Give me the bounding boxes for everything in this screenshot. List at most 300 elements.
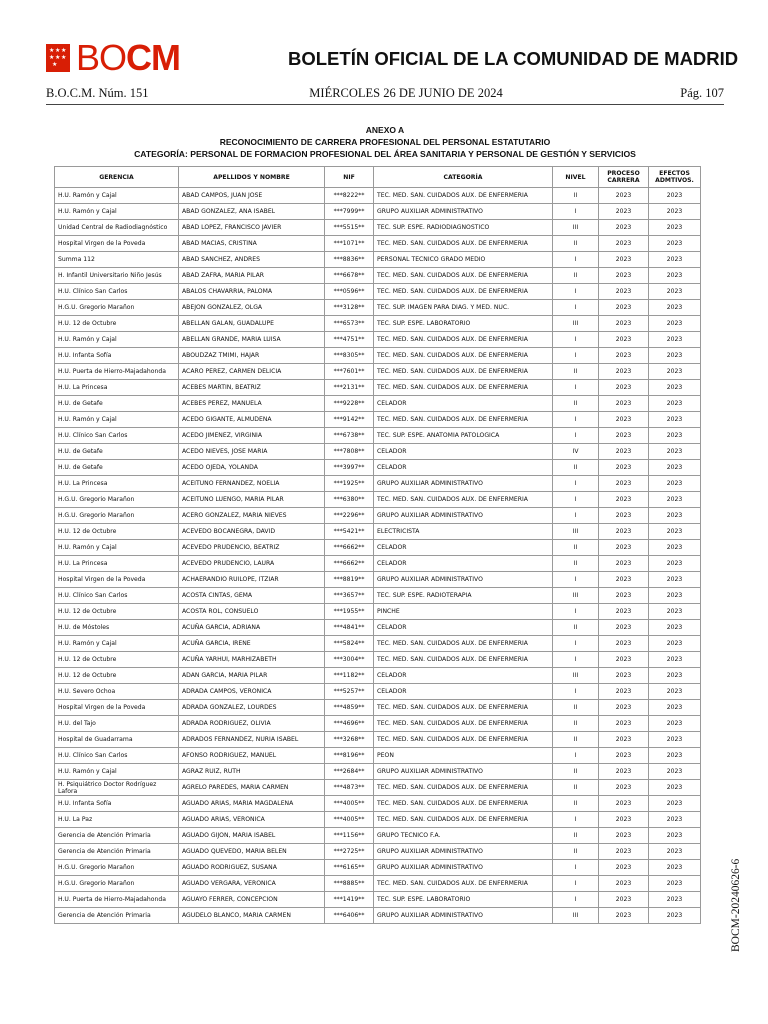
nif-cell: ***7999** (325, 204, 374, 220)
gerencia-cell: Gerencia de Atención Primaria (55, 908, 179, 924)
nivel-cell: II (553, 460, 599, 476)
document-code: BOCM-20240626-6 (730, 858, 742, 952)
efectos-cell: 2023 (649, 732, 701, 748)
categoria-cell: CELADOR (374, 684, 553, 700)
logo-wordmark: BOCM (76, 37, 181, 78)
efectos-cell: 2023 (649, 556, 701, 572)
nif-cell: ***0596** (325, 284, 374, 300)
efectos-cell: 2023 (649, 796, 701, 812)
categoria-cell: TEC. MED. SAN. CUIDADOS AUX. DE ENFERMERIA (374, 732, 553, 748)
categoria-cell: CELADOR (374, 396, 553, 412)
name-cell: AGUDELO BLANCO, MARIA CARMEN (179, 908, 325, 924)
gerencia-cell: H.U. Clínico San Carlos (55, 284, 179, 300)
nivel-cell: III (553, 668, 599, 684)
gerencia-cell: Gerencia de Atención Primaria (55, 844, 179, 860)
nif-cell: ***9142** (325, 412, 374, 428)
nivel-cell: I (553, 572, 599, 588)
efectos-cell: 2023 (649, 332, 701, 348)
nif-cell: ***7808** (325, 444, 374, 460)
gerencia-cell: H.U. La Princesa (55, 556, 179, 572)
proceso-cell: 2023 (599, 492, 649, 508)
proceso-cell: 2023 (599, 348, 649, 364)
categoria-cell: TEC. MED. SAN. CUIDADOS AUX. DE ENFERMERIA (374, 412, 553, 428)
table-body (55, 188, 701, 924)
proceso-cell: 2023 (599, 700, 649, 716)
proceso-cell: 2023 (599, 220, 649, 236)
categoria-cell: TEC. MED. SAN. CUIDADOS AUX. DE ENFERMERIA (374, 716, 553, 732)
efectos-cell: 2023 (649, 444, 701, 460)
efectos-cell: 2023 (649, 908, 701, 924)
name-cell: ABOUDZAZ TMIMI, HAJAR (179, 348, 325, 364)
nif-cell: ***1955** (325, 604, 374, 620)
proceso-cell: 2023 (599, 268, 649, 284)
gerencia-cell: H.U. Clínico San Carlos (55, 588, 179, 604)
nif-cell: ***6165** (325, 860, 374, 876)
nif-cell: ***3128** (325, 300, 374, 316)
name-cell: ACOSTA CINTAS, GEMA (179, 588, 325, 604)
nivel-cell: I (553, 636, 599, 652)
gerencia-cell: H.U. de Getafe (55, 444, 179, 460)
proceso-cell: 2023 (599, 812, 649, 828)
gerencia-cell: H.U. Clínico San Carlos (55, 748, 179, 764)
categoria-cell: CELADOR (374, 444, 553, 460)
name-cell: ACEDO JIMENEZ, VIRGINIA (179, 428, 325, 444)
nivel-cell: II (553, 540, 599, 556)
efectos-cell: 2023 (649, 540, 701, 556)
efectos-cell: 2023 (649, 572, 701, 588)
page-number: Pág. 107 (680, 86, 724, 100)
gerencia-cell: H.U. La Princesa (55, 476, 179, 492)
annex-category: CATEGORÍA: PERSONAL DE FORMACION PROFESIONAL DEL ÁREA SANITARIA Y PERSONAL DE GESTIÓN Y SERVICIOS (134, 149, 636, 159)
nivel-cell: I (553, 652, 599, 668)
bocm-logo (46, 37, 196, 78)
table-row (55, 604, 701, 620)
table-row (55, 716, 701, 732)
categoria-cell: TEC. MED. SAN. CUIDADOS AUX. DE ENFERMERIA (374, 236, 553, 252)
categoria-cell: TEC. MED. SAN. CUIDADOS AUX. DE ENFERMERIA (374, 348, 553, 364)
nif-cell: ***8305** (325, 348, 374, 364)
name-cell: ABAD SANCHEZ, ANDRES (179, 252, 325, 268)
nivel-cell: II (553, 268, 599, 284)
efectos-cell: 2023 (649, 748, 701, 764)
column-header-efectos: EFECTOS ADMTIVOS. (649, 167, 701, 188)
gerencia-cell: Gerencia de Atención Primaria (55, 828, 179, 844)
categoria-cell: TEC. SUP. ESPE. LABORATORIO (374, 316, 553, 332)
nivel-cell: II (553, 732, 599, 748)
nif-cell: ***6380** (325, 492, 374, 508)
efectos-cell: 2023 (649, 284, 701, 300)
name-cell: AGRELO PAREDES, MARIA CARMEN (179, 780, 325, 796)
categoria-cell: GRUPO AUXILIAR ADMINISTRATIVO (374, 572, 553, 588)
table-row (55, 844, 701, 860)
column-header-name: APELLIDOS Y NOMBRE (179, 167, 325, 188)
categoria-cell: GRUPO AUXILIAR ADMINISTRATIVO (374, 860, 553, 876)
nivel-cell: II (553, 188, 599, 204)
categoria-cell: TEC. SUP. IMAGEN PARA DIAG. Y MED. NUC. (374, 300, 553, 316)
gerencia-cell: H.U. Infanta Sofía (55, 796, 179, 812)
name-cell: ACUÑA YARHUI, MARHIZABETH (179, 652, 325, 668)
efectos-cell: 2023 (649, 668, 701, 684)
name-cell: AGUADO GIJON, MARIA ISABEL (179, 828, 325, 844)
nivel-cell: IV (553, 444, 599, 460)
nif-cell: ***2296** (325, 508, 374, 524)
table-row (55, 732, 701, 748)
categoria-cell: GRUPO AUXILIAR ADMINISTRATIVO (374, 844, 553, 860)
name-cell: ACHAERANDIO RUILOPE, ITZIAR (179, 572, 325, 588)
nif-cell: ***3657** (325, 588, 374, 604)
nivel-cell: I (553, 492, 599, 508)
table-row (55, 860, 701, 876)
proceso-cell: 2023 (599, 604, 649, 620)
name-cell: ADRADA GONZALEZ, LOURDES (179, 700, 325, 716)
gerencia-cell: H.G.U. Gregorio Marañon (55, 492, 179, 508)
name-cell: ABAD CAMPOS, JUAN JOSE (179, 188, 325, 204)
nif-cell: ***4859** (325, 700, 374, 716)
nif-cell: ***3997** (325, 460, 374, 476)
efectos-cell: 2023 (649, 316, 701, 332)
nif-cell: ***6678** (325, 268, 374, 284)
table-row (55, 892, 701, 908)
proceso-cell: 2023 (599, 684, 649, 700)
nif-cell: ***1419** (325, 892, 374, 908)
madrid-flag-icon: ★ ★ ★ ★ ★ ★ ★ (46, 44, 70, 72)
gerencia-cell: H.U. La Princesa (55, 380, 179, 396)
gerencia-cell: Summa 112 (55, 252, 179, 268)
nivel-cell: I (553, 300, 599, 316)
gerencia-cell: H.U. 12 de Octubre (55, 524, 179, 540)
categoria-cell: ELECTRICISTA (374, 524, 553, 540)
publication-title: BOLETÍN OFICIAL DE LA COMUNIDAD DE MADRID (288, 48, 739, 69)
categoria-cell: CELADOR (374, 556, 553, 572)
nif-cell: ***6573** (325, 316, 374, 332)
nivel-cell: I (553, 860, 599, 876)
proceso-cell: 2023 (599, 620, 649, 636)
efectos-cell: 2023 (649, 716, 701, 732)
proceso-cell: 2023 (599, 876, 649, 892)
efectos-cell: 2023 (649, 268, 701, 284)
proceso-cell: 2023 (599, 764, 649, 780)
nivel-cell: II (553, 364, 599, 380)
table-row (55, 908, 701, 924)
table-row (55, 236, 701, 252)
categoria-cell: PERSONAL TECNICO GRADO MEDIO (374, 252, 553, 268)
table-row (55, 412, 701, 428)
categoria-cell: GRUPO AUXILIAR ADMINISTRATIVO (374, 508, 553, 524)
categoria-cell: GRUPO AUXILIAR ADMINISTRATIVO (374, 908, 553, 924)
efectos-cell: 2023 (649, 492, 701, 508)
gerencia-cell: H.U. Ramón y Cajal (55, 204, 179, 220)
gerencia-cell: H.G.U. Gregorio Marañon (55, 508, 179, 524)
table-row (55, 316, 701, 332)
annex-subtitle: RECONOCIMIENTO DE CARRERA PROFESIONAL DEL PERSONAL ESTATUTARIO (219, 137, 551, 147)
column-header-nif: NIF (325, 167, 374, 188)
categoria-cell: GRUPO AUXILIAR ADMINISTRATIVO (374, 764, 553, 780)
name-cell: ACEDO GIGANTE, ALMUDENA (179, 412, 325, 428)
efectos-cell: 2023 (649, 412, 701, 428)
name-cell: ADAN GARCIA, MARIA PILAR (179, 668, 325, 684)
efectos-cell: 2023 (649, 476, 701, 492)
name-cell: ABEJON GONZALEZ, OLGA (179, 300, 325, 316)
name-cell: AGUAYO FERRER, CONCEPCION (179, 892, 325, 908)
categoria-cell: TEC. SUP. ESPE. LABORATORIO (374, 892, 553, 908)
proceso-cell: 2023 (599, 892, 649, 908)
efectos-cell: 2023 (649, 588, 701, 604)
gerencia-cell: H.U. Ramón y Cajal (55, 540, 179, 556)
nivel-cell: I (553, 332, 599, 348)
efectos-cell: 2023 (649, 220, 701, 236)
table-row (55, 252, 701, 268)
nivel-cell: I (553, 892, 599, 908)
gerencia-cell: H.U. de Getafe (55, 460, 179, 476)
nif-cell: ***4751** (325, 332, 374, 348)
name-cell: ABAD LOPEZ, FRANCISCO JAVIER (179, 220, 325, 236)
annex-title: ANEXO A (365, 125, 405, 135)
proceso-cell: 2023 (599, 524, 649, 540)
nivel-cell: I (553, 348, 599, 364)
nif-cell: ***2131** (325, 380, 374, 396)
efectos-cell: 2023 (649, 252, 701, 268)
gerencia-cell: H.U. La Paz (55, 812, 179, 828)
efectos-cell: 2023 (649, 300, 701, 316)
nif-cell: ***5824** (325, 636, 374, 652)
nif-cell: ***8836** (325, 252, 374, 268)
name-cell: ABAD GONZALEZ, ANA ISABEL (179, 204, 325, 220)
nivel-cell: II (553, 764, 599, 780)
gerencia-cell: H.U. Ramón y Cajal (55, 636, 179, 652)
nivel-cell: II (553, 620, 599, 636)
table-row (55, 332, 701, 348)
nif-cell: ***6406** (325, 908, 374, 924)
table-row (55, 764, 701, 780)
name-cell: ACEVEDO PRUDENCIO, BEATRIZ (179, 540, 325, 556)
gerencia-cell: H.U. Clínico San Carlos (55, 428, 179, 444)
proceso-cell: 2023 (599, 908, 649, 924)
proceso-cell: 2023 (599, 668, 649, 684)
efectos-cell: 2023 (649, 524, 701, 540)
gerencia-cell: H.U. Puerta de Hierro-Majadahonda (55, 892, 179, 908)
name-cell: AFONSO RODRIGUEZ, MANUEL (179, 748, 325, 764)
table-row (55, 636, 701, 652)
nivel-cell: I (553, 508, 599, 524)
name-cell: ACEVEDO BOCANEGRA, DAVID (179, 524, 325, 540)
name-cell: ACEVEDO PRUDENCIO, LAURA (179, 556, 325, 572)
table-row (55, 540, 701, 556)
gerencia-cell: H.U. Puerta de Hierro-Majadahonda (55, 364, 179, 380)
categoria-cell: GRUPO AUXILIAR ADMINISTRATIVO (374, 204, 553, 220)
proceso-cell: 2023 (599, 540, 649, 556)
gerencia-cell: H.U. Severo Ochoa (55, 684, 179, 700)
gerencia-cell: Hospital Virgen de la Poveda (55, 700, 179, 716)
table-row (55, 444, 701, 460)
efectos-cell: 2023 (649, 844, 701, 860)
gerencia-cell: H.U. 12 de Octubre (55, 668, 179, 684)
nif-cell: ***1182** (325, 668, 374, 684)
categoria-cell: GRUPO AUXILIAR ADMINISTRATIVO (374, 476, 553, 492)
name-cell: AGUADO RODRIGUEZ, SUSANA (179, 860, 325, 876)
categoria-cell: PEON (374, 748, 553, 764)
nivel-cell: I (553, 284, 599, 300)
proceso-cell: 2023 (599, 380, 649, 396)
nivel-cell: II (553, 828, 599, 844)
efectos-cell: 2023 (649, 188, 701, 204)
table-row (55, 508, 701, 524)
table-row (55, 652, 701, 668)
proceso-cell: 2023 (599, 844, 649, 860)
nivel-cell: I (553, 204, 599, 220)
nif-cell: ***4841** (325, 620, 374, 636)
table-row (55, 492, 701, 508)
gerencia-cell: H.G.U. Gregorio Marañon (55, 860, 179, 876)
name-cell: ABELLAN GALAN, GUADALUPE (179, 316, 325, 332)
gerencia-cell: H.U. de Móstoles (55, 620, 179, 636)
gerencia-cell: H.G.U. Gregorio Marañon (55, 300, 179, 316)
name-cell: ABAD ZAFRA, MARIA PILAR (179, 268, 325, 284)
efectos-cell: 2023 (649, 780, 701, 796)
nif-cell: ***6662** (325, 540, 374, 556)
categoria-cell: TEC. MED. SAN. CUIDADOS AUX. DE ENFERMERIA (374, 268, 553, 284)
nivel-cell: II (553, 844, 599, 860)
proceso-cell: 2023 (599, 572, 649, 588)
nivel-cell: I (553, 476, 599, 492)
gerencia-cell: H.U. 12 de Octubre (55, 316, 179, 332)
nif-cell: ***1071** (325, 236, 374, 252)
name-cell: ACEITUNO LUENGO, MARIA PILAR (179, 492, 325, 508)
nif-cell: ***8819** (325, 572, 374, 588)
table-row (55, 188, 701, 204)
nif-cell: ***7601** (325, 364, 374, 380)
bulletin-number: B.O.C.M. Núm. 151 (46, 86, 149, 100)
proceso-cell: 2023 (599, 732, 649, 748)
proceso-cell: 2023 (599, 588, 649, 604)
name-cell: AGUADO ARIAS, MARIA MAGDALENA (179, 796, 325, 812)
nivel-cell: III (553, 220, 599, 236)
categoria-cell: TEC. MED. SAN. CUIDADOS AUX. DE ENFERMERIA (374, 812, 553, 828)
bulletin-date: MIÉRCOLES 26 DE JUNIO DE 2024 (309, 86, 503, 100)
table-row (55, 620, 701, 636)
bulletin-meta (46, 86, 724, 102)
proceso-cell: 2023 (599, 796, 649, 812)
gerencia-cell: H.U. 12 de Octubre (55, 652, 179, 668)
categoria-cell: TEC. MED. SAN. CUIDADOS AUX. DE ENFERMERIA (374, 332, 553, 348)
categoria-cell: TEC. MED. SAN. CUIDADOS AUX. DE ENFERMERIA (374, 380, 553, 396)
categoria-cell: TEC. MED. SAN. CUIDADOS AUX. DE ENFERMERIA (374, 700, 553, 716)
table-row (55, 380, 701, 396)
nivel-cell: II (553, 700, 599, 716)
categoria-cell: PINCHE (374, 604, 553, 620)
name-cell: ACEDO NIEVES, JOSE MARIA (179, 444, 325, 460)
nivel-cell: III (553, 524, 599, 540)
nivel-cell: I (553, 748, 599, 764)
annex-heading (46, 124, 724, 160)
header-divider (46, 104, 724, 105)
efectos-cell: 2023 (649, 508, 701, 524)
gerencia-cell: H.U. Ramón y Cajal (55, 764, 179, 780)
categoria-cell: CELADOR (374, 540, 553, 556)
categoria-cell: TEC. MED. SAN. CUIDADOS AUX. DE ENFERMERIA (374, 636, 553, 652)
proceso-cell: 2023 (599, 284, 649, 300)
nif-cell: ***5421** (325, 524, 374, 540)
efectos-cell: 2023 (649, 892, 701, 908)
table-row (55, 748, 701, 764)
table-row (55, 556, 701, 572)
proceso-cell: 2023 (599, 556, 649, 572)
nif-cell: ***8885** (325, 876, 374, 892)
categoria-cell: TEC. MED. SAN. CUIDADOS AUX. DE ENFERMERIA (374, 652, 553, 668)
proceso-cell: 2023 (599, 300, 649, 316)
name-cell: ACARO PEREZ, CARMEN DELICIA (179, 364, 325, 380)
table-row (55, 780, 701, 796)
gerencia-cell: H. Psiquiátrico Doctor Rodríguez Lafora (55, 780, 179, 796)
nif-cell: ***5257** (325, 684, 374, 700)
gerencia-cell: H.U. de Getafe (55, 396, 179, 412)
staff-table (54, 166, 701, 924)
nif-cell: ***1156** (325, 828, 374, 844)
table-row (55, 684, 701, 700)
column-header-proceso: PROCESO CARRERA (599, 167, 649, 188)
proceso-cell: 2023 (599, 716, 649, 732)
categoria-cell: GRUPO TECNICO F.A. (374, 828, 553, 844)
nif-cell: ***2725** (325, 844, 374, 860)
nivel-cell: I (553, 380, 599, 396)
name-cell: ACEBES MARTIN, BEATRIZ (179, 380, 325, 396)
proceso-cell: 2023 (599, 428, 649, 444)
nivel-cell: III (553, 908, 599, 924)
nif-cell: ***8222** (325, 188, 374, 204)
table-row (55, 428, 701, 444)
table-row (55, 300, 701, 316)
name-cell: ABAD MACIAS, CRISTINA (179, 236, 325, 252)
proceso-cell: 2023 (599, 860, 649, 876)
nif-cell: ***3004** (325, 652, 374, 668)
table-row (55, 204, 701, 220)
proceso-cell: 2023 (599, 252, 649, 268)
name-cell: ABALOS CHAVARRIA, PALOMA (179, 284, 325, 300)
efectos-cell: 2023 (649, 396, 701, 412)
name-cell: ACOSTA ROL, CONSUELO (179, 604, 325, 620)
gerencia-cell: H.U. 12 de Octubre (55, 604, 179, 620)
proceso-cell: 2023 (599, 332, 649, 348)
nivel-cell: II (553, 236, 599, 252)
name-cell: ACEDO OJEDA, YOLANDA (179, 460, 325, 476)
categoria-cell: CELADOR (374, 620, 553, 636)
nif-cell: ***8196** (325, 748, 374, 764)
nif-cell: ***5515** (325, 220, 374, 236)
table-row (55, 476, 701, 492)
categoria-cell: CELADOR (374, 668, 553, 684)
categoria-cell: CELADOR (374, 460, 553, 476)
page-header (0, 0, 768, 112)
efectos-cell: 2023 (649, 236, 701, 252)
proceso-cell: 2023 (599, 188, 649, 204)
nivel-cell: II (553, 396, 599, 412)
column-header-categoria: CATEGORÍA (374, 167, 553, 188)
name-cell: AGUADO ARIAS, VERONICA (179, 812, 325, 828)
efectos-cell: 2023 (649, 700, 701, 716)
proceso-cell: 2023 (599, 412, 649, 428)
table-row (55, 796, 701, 812)
gerencia-cell: Unidad Central de Radiodiagnóstico (55, 220, 179, 236)
proceso-cell: 2023 (599, 652, 649, 668)
gerencia-cell: H.U. Ramón y Cajal (55, 332, 179, 348)
nivel-cell: I (553, 604, 599, 620)
table-row (55, 396, 701, 412)
proceso-cell: 2023 (599, 460, 649, 476)
nivel-cell: I (553, 684, 599, 700)
nif-cell: ***4005** (325, 796, 374, 812)
nif-cell: ***2684** (325, 764, 374, 780)
nif-cell: ***4873** (325, 780, 374, 796)
nivel-cell: III (553, 588, 599, 604)
